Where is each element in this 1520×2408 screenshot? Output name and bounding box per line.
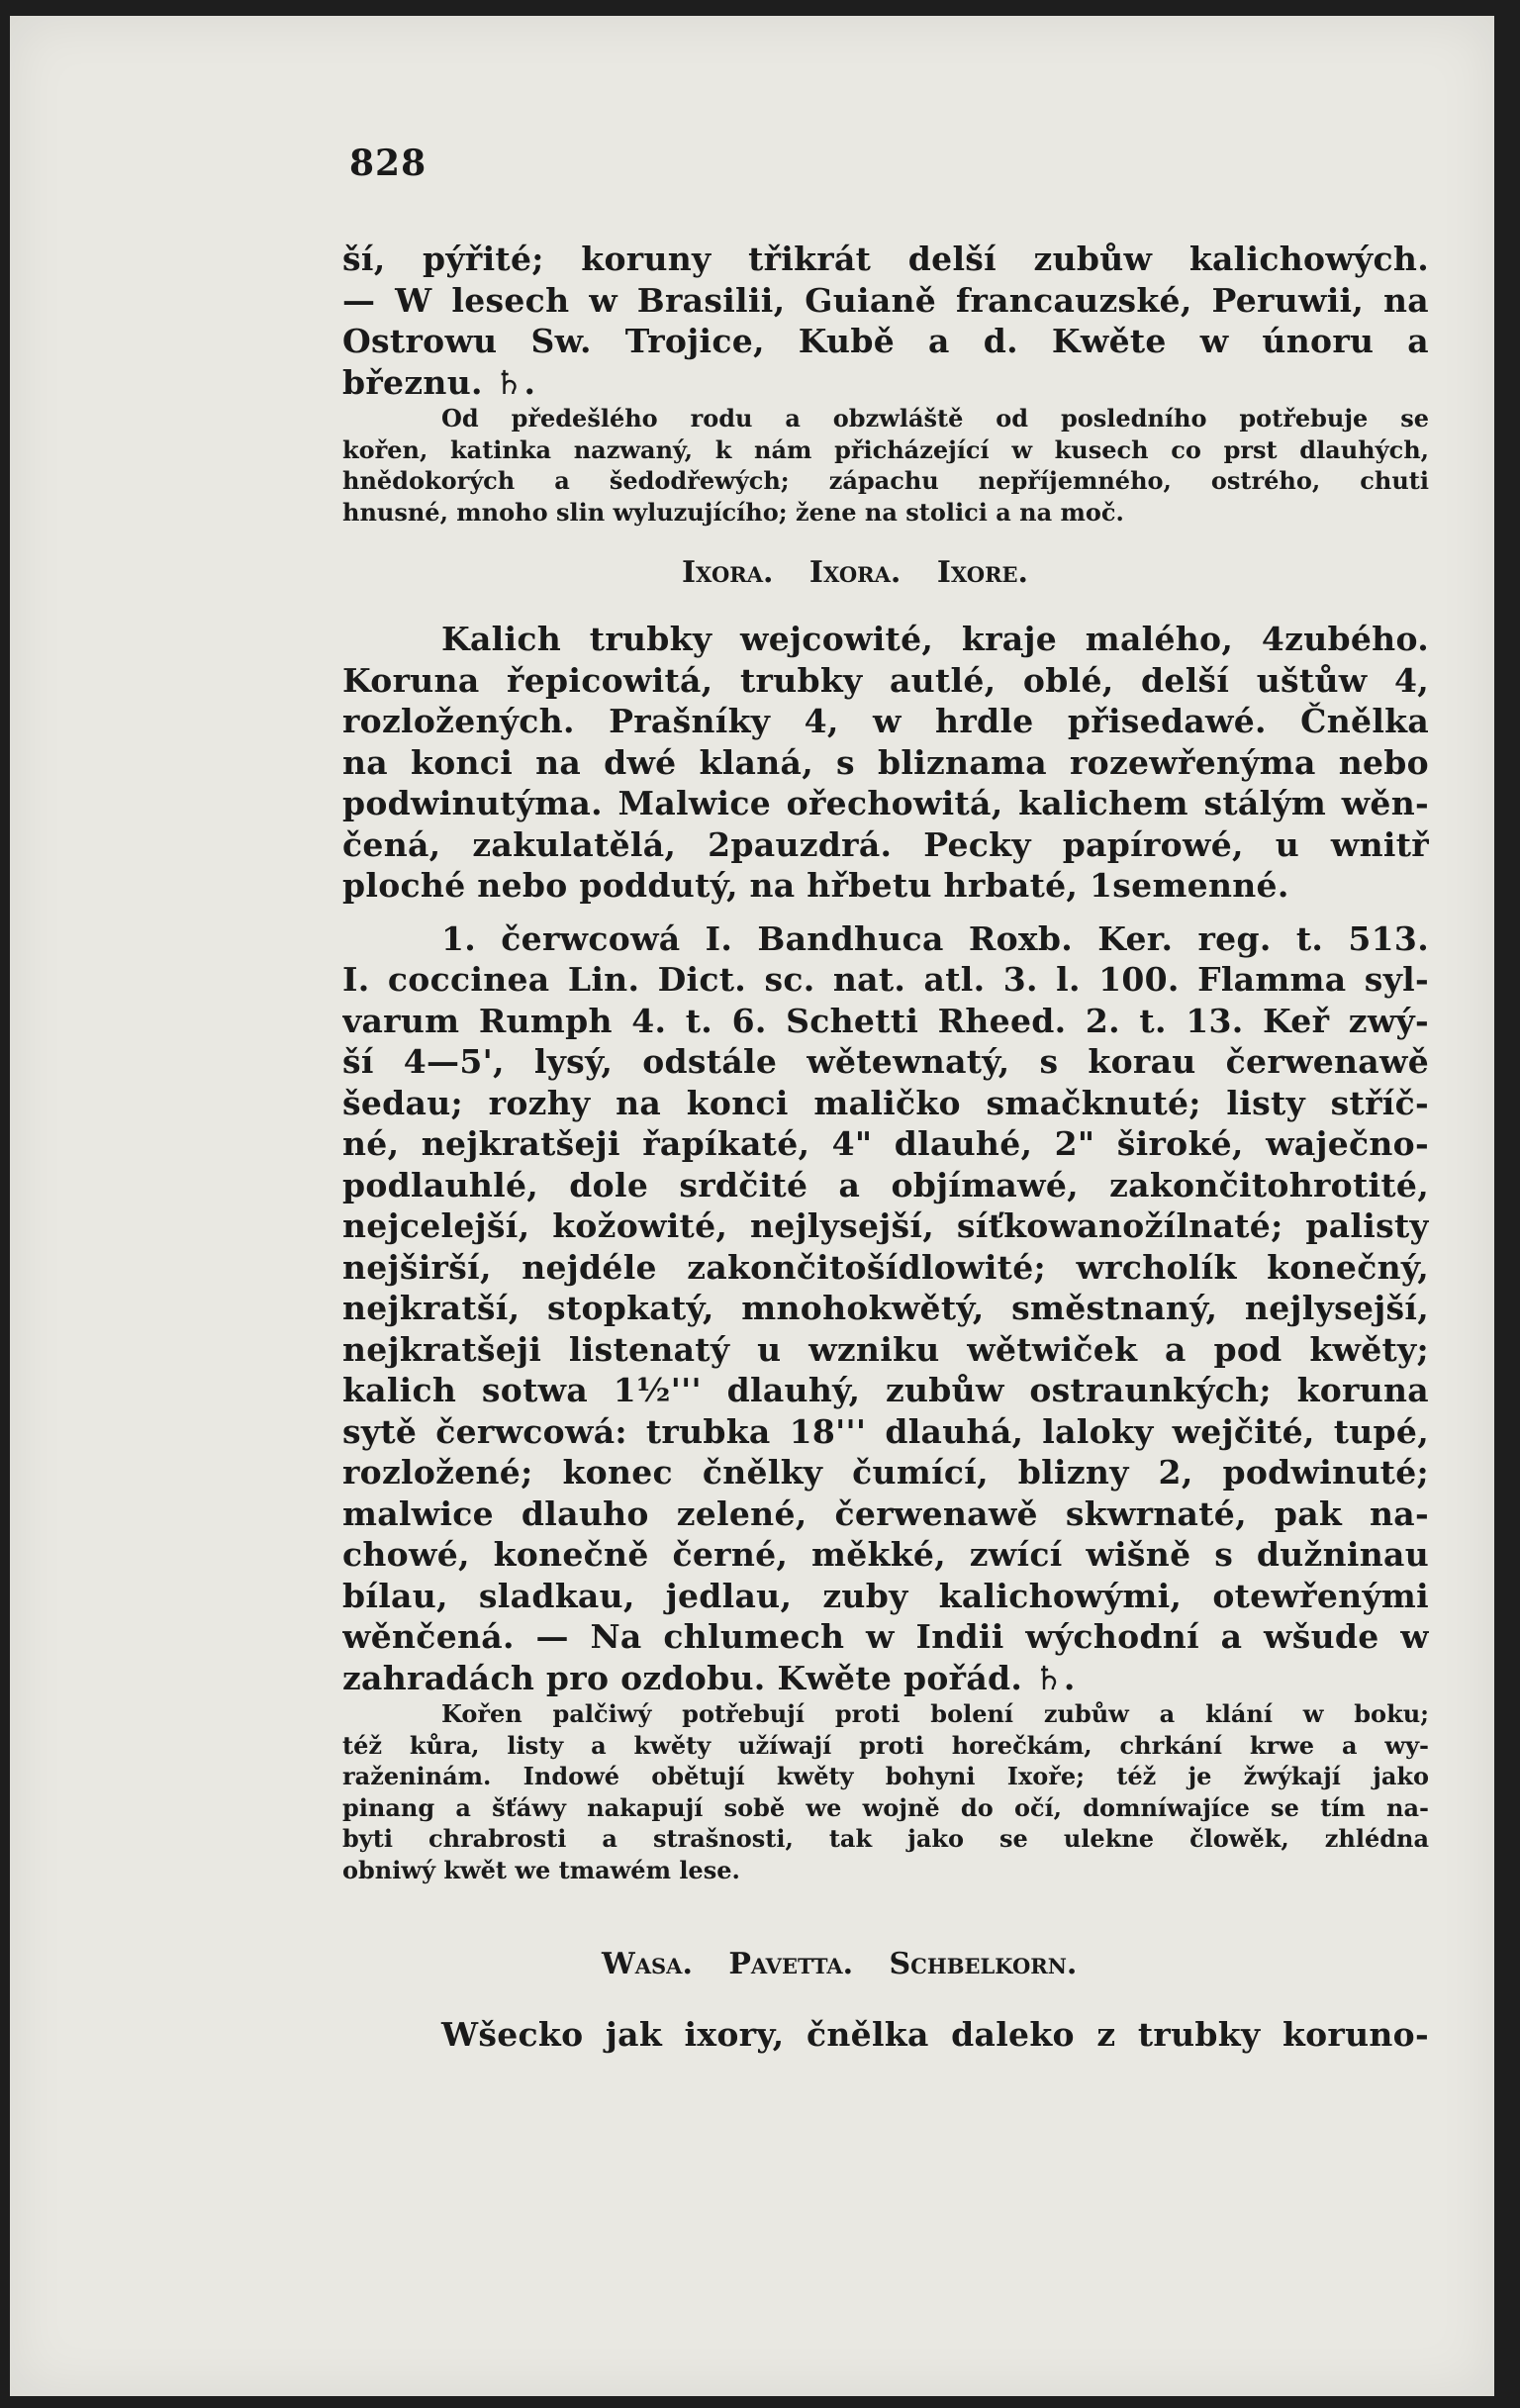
text-line: Koruna řepicowitá, trubky autlé, oblé, delší uštůw 4, [342,660,1429,700]
text-line: rozložených. Prašníky 4, w hrdle přisedawé. Čnělka [342,702,1429,740]
text-line: kalich sotwa 1½''' dlauhý, zubůw ostraunkých; koruna [342,1371,1429,1409]
text-line: nejkratšeji listenatý u wzniku wětwiček a pod kwěty; [342,1329,1429,1369]
text-line: sytě čerwcowá: trubka 18''' dlauhá, laloky wejčité, tupé, [342,1411,1429,1451]
note-line: byti chrabrosti a strašnosti, tak jako se ulekne člowěk, zhlédna [342,1824,1429,1853]
text-line: bílau, sladkau, jedlau, zuby kalichowými, otewřenými [342,1576,1429,1615]
note-line: hnusné, mnoho slin wyluzujícího; žene na stolici a na moč. [342,497,1124,527]
text-line: šedau; rozhy na konci maličko smačknuté; listy stříč- [342,1083,1429,1122]
text-line: — W lesech w Brasilii, Guianě francauzské, Peruwii, na [342,280,1429,320]
text-line: ploché nebo poddutý, na hřbetu hrbaté, 1semenné. [342,866,1289,905]
note-line: obniwý kwět we tmawém lese. [342,1855,740,1884]
text-line: podlauhlé, dole srdčité a objímawé, zakončitohrotité, [342,1165,1429,1204]
text-line: čená, zakulatělá, 2pauzdrá. Pecky papírowé, u wnitř [342,824,1429,864]
heading-german: Schbelkorn. [889,1947,1078,1981]
species-description [342,918,1429,1699]
note-line: Kořen palčiwý potřebují proti bolení zubůw a klání w boku; [441,1699,1429,1728]
heading-german: Ixore. [936,555,1028,590]
text-line: varum Rumph 4. t. 6. Schetti Rheed. 2. t. 13. Keř zwý- [342,1001,1429,1040]
text-line: rozložené; konec čnělky čumící, blizny 2, podwinuté; [342,1453,1429,1492]
text-line: březnu. ♄. [342,362,536,402]
text-line: nejcelejší, kožowité, nejlysejší, síťkowanožílnaté; palisty [342,1206,1429,1245]
intro-note [342,403,1429,528]
species-note [342,1698,1429,1885]
section-heading-ixora [682,553,1429,593]
pavetta-description [342,2014,1429,2056]
text-line: nejširší, nejdéle zakončitošídlowité; wrcholík konečný, [342,1247,1429,1287]
text-line: wěnčená. — Na chlumech w Indii wýchodní a wšude w [342,1617,1429,1656]
text-line: zahradách pro ozdobu. Kwěte pořád. ♄. [342,1658,1076,1697]
page-content [342,239,1429,2056]
note-line: Od předešlého rodu a obzwláště od posledního potřebuje se [441,404,1429,433]
text-line: ší 4—5', lysý, odstále wětewnatý, s korau čerwenawě [342,1042,1429,1081]
text-line: nejkratší, stopkatý, mnohokwětý, směstnaný, nejlysejší, [342,1289,1429,1327]
text-line: Wšecko jak ixory, čnělka daleko z trubky koruno- [441,2015,1429,2054]
heading-latin: Pavetta. [728,1947,854,1981]
genus-description [342,619,1429,907]
text-line: né, nejkratšeji řapíkaté, 4" dlauhé, 2" široké, waječno- [342,1124,1429,1163]
text-line: Ostrowu Sw. Trojice, Kubě a d. Kwěte w únoru a [342,322,1429,360]
note-line: raženinám. Indowé obětují kwěty bohyni Ixoře; též je žwýkají jako [342,1762,1429,1790]
text-line: chowé, konečně černé, měkké, zwící wišně s dužninau [342,1535,1429,1574]
text-line: na konci na dwé klaná, s bliznama rozewřenýma nebo [342,742,1429,782]
intro-paragraph [342,239,1429,403]
note-line: hnědokorých a šedodřewých; zápachu nepříjemného, ostrého, chuti [342,466,1429,495]
page-number: 828 [349,143,428,184]
text-line: Kalich trubky wejcowité, kraje malého, 4zubého. [441,620,1429,658]
text-line: 1. čerwcowá I. Bandhuca Roxb. Ker. reg. t. 513. [441,918,1429,958]
text-line: malwice dlauho zelené, čerwenawě skwrnaté, pak na- [342,1493,1429,1533]
section-heading-pavetta [602,1945,1429,1984]
note-line: kořen, katinka nazwaný, k nám přicházející w kusech co prst dlauhých, [342,434,1429,464]
text-line: podwinutýma. Malwice ořechowitá, kalichem stálým wěn- [342,784,1429,822]
heading-czech: Ixora. [808,555,902,590]
text-line: ší, pýřité; koruny třikrát delší zubůw kalichowých. [342,240,1429,278]
text-line: I. coccinea Lin. Dict. sc. nat. atl. 3. l. 100. Flamma syl- [342,960,1429,999]
note-line: pinang a šťáwy nakapují sobě we wojně do očí, domníwajíce se tím na- [342,1792,1429,1822]
note-line: též kůra, listy a kwěty užíwají proti horečkám, chrkání krwe a wy- [342,1730,1429,1760]
book-page [10,16,1494,2396]
heading-czech: Wasa. [602,1947,693,1981]
heading-latin: Ixora. [682,555,774,590]
